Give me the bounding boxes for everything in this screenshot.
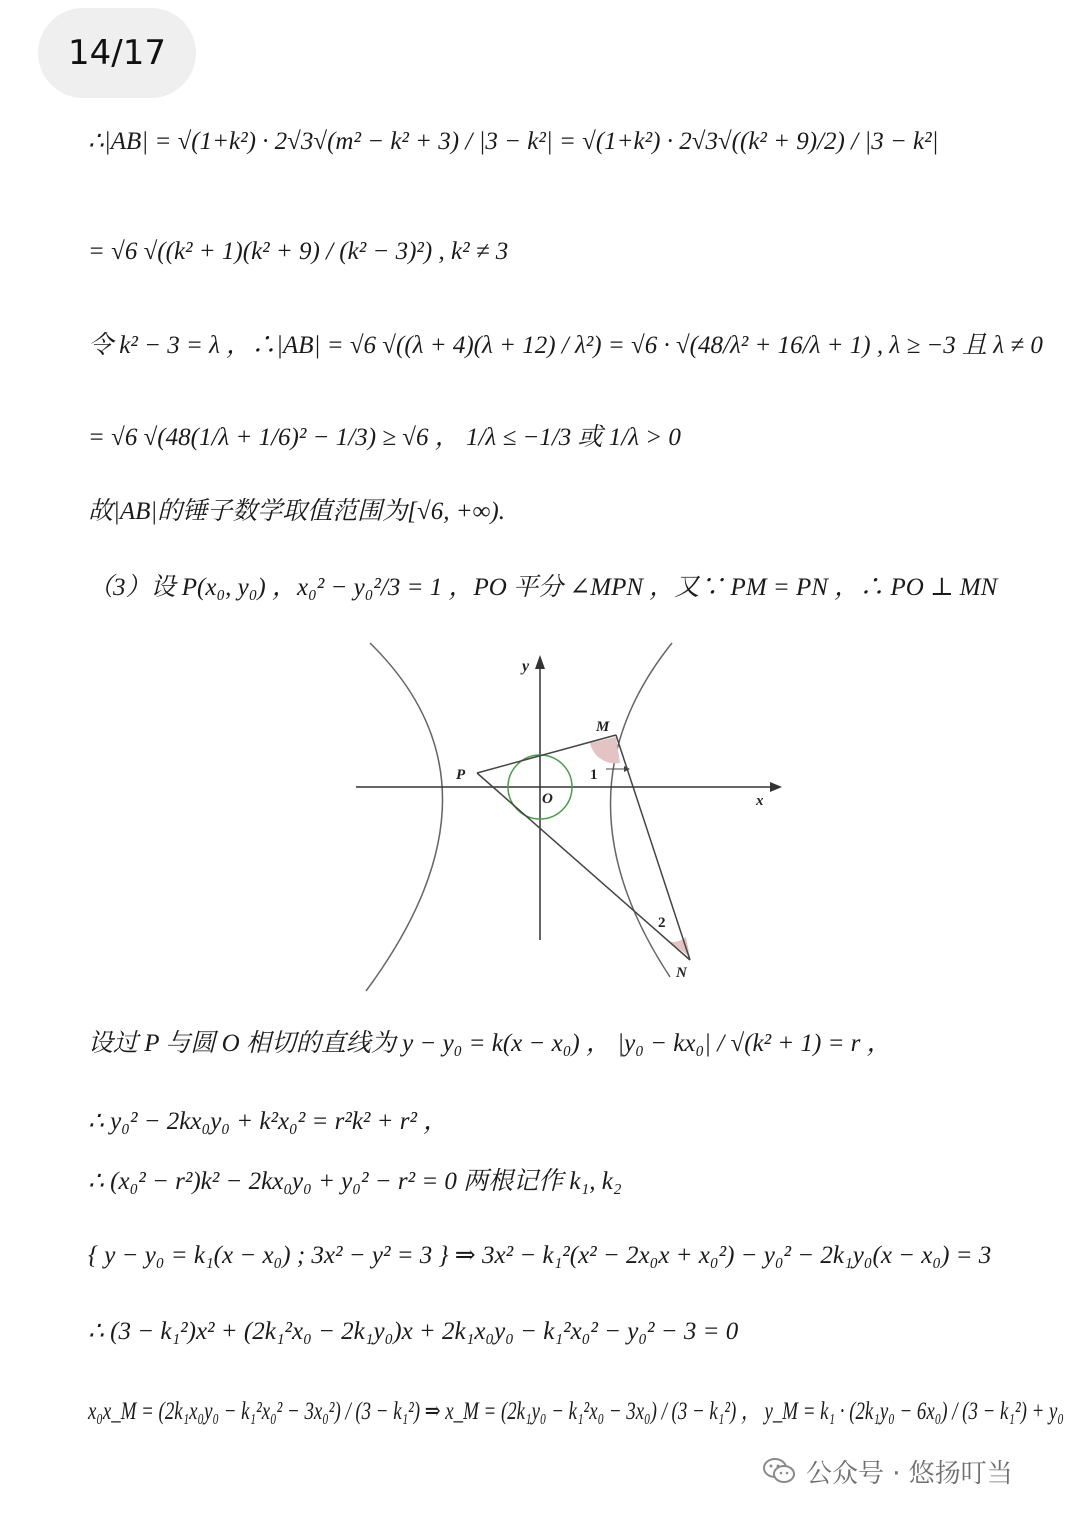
watermark [762, 1453, 1013, 1489]
point-p-label: P [456, 767, 466, 783]
part3-setup-line: （3）设 P(x₀, y₀) ，x₀² − y₀²/3 = 1 ，PO 平分 ∠MPN ，又∵ PM = PN ，∴ PO ⊥ MN [88, 574, 998, 601]
y-axis-label: y [522, 658, 530, 675]
x-axis-label: x [756, 793, 764, 809]
point-m-label: M [596, 719, 610, 735]
system-line: { y − y₀ = k₁(x − x₀) ; 3x² − y² = 3 } ⇒ 3x² − k₁²(x² − 2x₀x + x₀²) − y₀² − 2k₁y₀(x − x₀) = 3 [88, 1242, 992, 1269]
expanded-equation-line: ∴ y₀² − 2kx₀y₀ + k²x₀² = r²k² + r² ， [88, 1108, 449, 1135]
angle-1-label: 1 [590, 767, 598, 783]
angle-2-shade [670, 937, 690, 957]
angle-2-label: 2 [658, 915, 666, 931]
tangent-line-setup: 设过 P 与圆 O 相切的直线为 y − y₀ = k(x − x₀) ， |y₀ − kx₀| / √(k² + 1) = r ， [88, 1030, 892, 1057]
x-axis-arrow [770, 782, 782, 792]
watermark-text: 公众号 · 悠扬叮当 [806, 1458, 1013, 1489]
origin-label: O [542, 791, 553, 807]
point-n-label: N [676, 965, 687, 981]
quadratic-in-k-line: ∴ (x₀² − r²)k² − 2kx₀y₀ + y₀² − r² = 0 两根记作 k₁, k₂ [88, 1168, 622, 1195]
conclusion-line: 故|AB|的锤子数学取值范围为[√6, +∞). [88, 498, 506, 525]
hyperbola-left-branch [366, 643, 443, 991]
page-indicator: 14/17 [38, 8, 196, 98]
formula-line-bound: = √6 √(48(1/λ + 1/6)² − 1/3) ≥ √6 ， 1/λ ≤ −1/3 或 1/λ > 0 [88, 424, 681, 451]
formula-line-ab-1: ∴|AB| = √(1+k²) · 2√3√(m² − k² + 3) / |3 − k²| = √(1+k²) · 2√3√((k² + 9)/2) / |3 − k²| [88, 128, 939, 155]
formula-line-ab-2: = √6 √((k² + 1)(k² + 9) / (k² − 3)²) , k² ≠ 3 [88, 238, 509, 265]
quadratic-in-x-line: ∴ (3 − k₁²)x² + (2k₁²x₀ − 2k₁y₀)x + 2k₁x₀y₀ − k₁²x₀² − y₀² − 3 = 0 [88, 1318, 739, 1345]
formula-line-lambda: 令 k² − 3 = λ ，∴|AB| = √6 √((λ + 4)(λ + 12) / λ²) = √6 · √(48/λ² + 16/λ + 1) , λ ≥ −3 且 λ ≠ 0 [88, 332, 1043, 359]
y-axis-arrow [535, 655, 545, 669]
hyperbola-diagram [352, 635, 792, 995]
wechat-icon [762, 1457, 796, 1485]
xm-ym-line: x₀x_M = (2k₁x₀y₀ − k₁²x₀² − 3x₀²) / (3 − k₁²) ⇒ x_M = (2k₁y₀ − k₁²x₀ − 3x₀) / (3 − k₁²) ， y_M = k₁ · (2k₁y₀ − 6x₀) / (3 − k₁²) + y₀ [88, 1398, 1064, 1425]
segment-pn [477, 773, 690, 960]
